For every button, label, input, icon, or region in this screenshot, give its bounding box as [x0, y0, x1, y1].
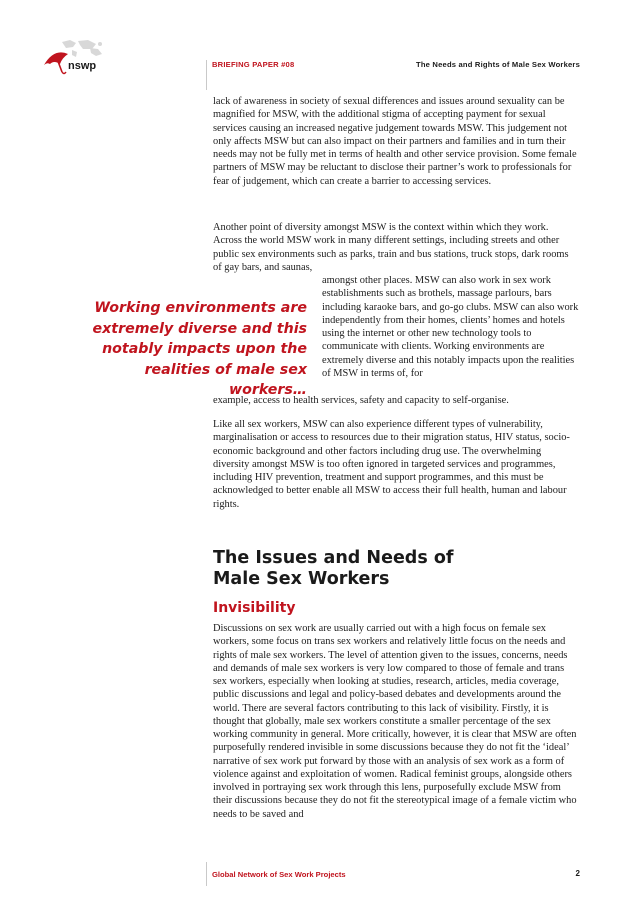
paragraph-work-settings-end: example, access to health services, safety and capacity to self-organise.: [213, 395, 509, 406]
paragraph-vulnerability: Like all sex workers, MSW can also experience different types of vulnerability, marginalisation or access to resources due to their migration status, HIV status, socio-economic background and other factors including drug use. The overwhelming diversity amongst MSW is too often ignored in targeted services and programmes, including HIV prevention, treatment and support programmes, and this must be acknowledged to better enable all MSW to access their full health, human and labour rights.: [213, 419, 570, 510]
paragraph-work-settings: Another point of diversity amongst MSW is the context within which they work. Across the world MSW work in many different settings, including streets and other public sex environments such as parks, train and bus stations, truck stops, dark rooms of gay bars, and saunas,: [213, 222, 569, 273]
nswp-umbrella-logo: [42, 38, 112, 80]
world-map-icon: [62, 40, 102, 57]
section-heading: The Issues and Needs of Male Sex Workers: [213, 548, 454, 589]
logo-text: nswp: [68, 60, 97, 72]
header-paper-label: BRIEFING PAPER #08: [212, 60, 295, 69]
paragraph-work-settings-continued: amongst other places. MSW can also work in sex work establishments such as brothels, massage parlours, bars including karaoke bars, and go-go clubs. MSW can also work independently from their homes, clients’ homes and hotels using the internet or other new technology tools to communicate with clients. Working environments are extremely diverse and this notably impacts upon the realities of MSW in terms of, for: [322, 275, 579, 379]
page-number: 2: [575, 869, 580, 878]
header-divider: [206, 60, 207, 90]
header-paper-title: The Needs and Rights of Male Sex Workers: [416, 60, 580, 69]
subsection-heading: Invisibility: [213, 600, 296, 616]
paragraph-awareness: lack of awareness in society of sexual differences and issues around sexuality can be magnified for MSW, with the additional stigma of accepting payment for sexual services causing an increased negative judgement towards MSW. This judgement not only affects MSW but can also impact on their partners and families and in turn their needs may not be fully met in terms of health and other service provision. Some female partners of MSW may be reluctant to disclose their partner’s work to professionals for fear of judgement, which can create a barrier to accessing services.: [213, 96, 577, 187]
pull-quote: Working environments are extremely diverse and this notably impacts upon the realities of male sex workers…: [92, 300, 307, 398]
paragraph-invisibility: Discussions on sex work are usually carried out with a high focus on female sex workers, some focus on trans sex workers and relatively little focus on the needs and rights of male sex workers. The level of attention given to the issues, concerns, needs and demands of male sex workers is very low compared to those of female and trans sex workers, especially when looking at studies, research, articles, media coverage, public discussions and legal and policy-based debates and developments around the world. There are several factors contributing to this lack of visibility. Firstly, it is thought that globally, male sex workers constitute a smaller percentage of the sex working community in general. More critically, however, it is clear that MSW are often purposefully rendered invisible in some discussions because they do not fit the ‘ideal’ narrative of sex work put forward by those with an analysis of sex work as a form of violence against and exploitation of women. Radical feminist groups, alongside others involved in portraying sex work through this lens, purposefully exclude MSW from their discussions because they do not fit the stereotypical image of a female victim who needs to be saved and: [213, 623, 577, 820]
footer-divider: [206, 862, 207, 886]
footer-organisation: Global Network of Sex Work Projects: [212, 870, 346, 879]
